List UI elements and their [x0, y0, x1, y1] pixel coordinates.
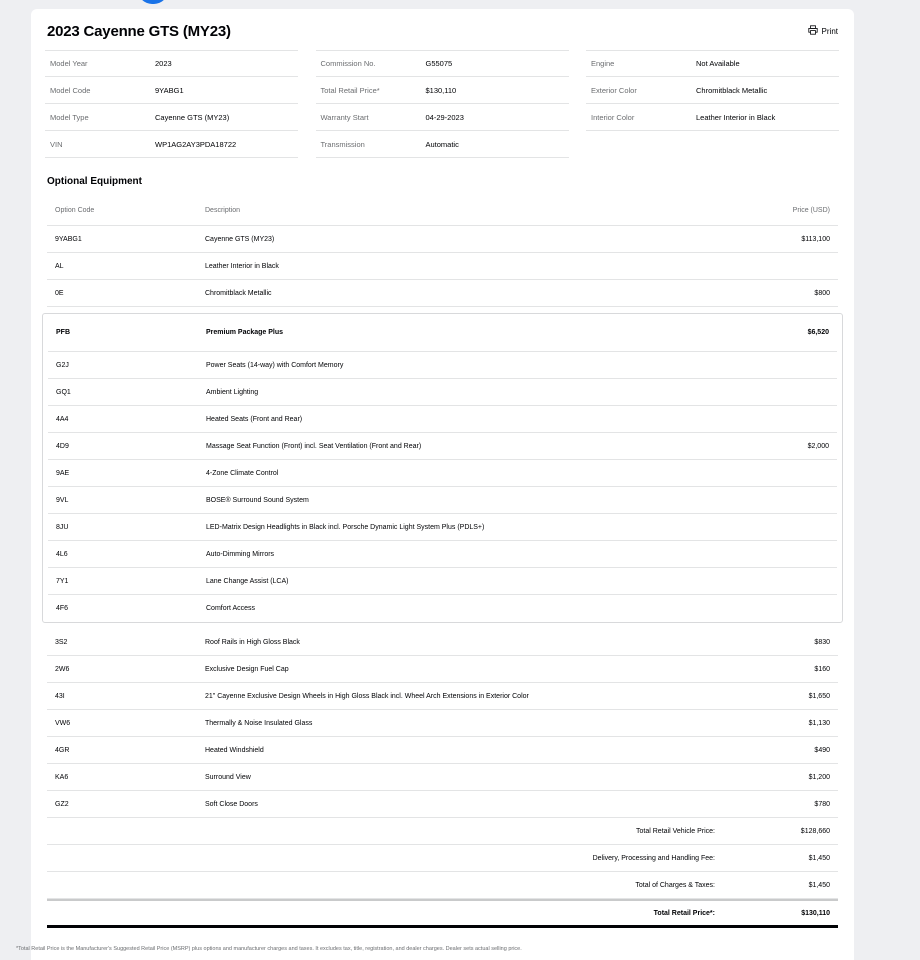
spec-label: Exterior Color: [591, 85, 637, 95]
specs-column-3: [586, 50, 839, 158]
option-description: Power Seats (14-way) with Comfort Memory: [206, 361, 344, 369]
option-price: $1,130: [808, 719, 830, 727]
price-totals: [47, 818, 838, 899]
option-price: $800: [814, 289, 830, 297]
total-value: $1,450: [808, 881, 830, 889]
spec-row: [316, 104, 569, 131]
option-code: 43I: [55, 692, 65, 700]
spec-value: 04-29-2023: [425, 112, 464, 122]
option-description: 4-Zone Climate Control: [206, 469, 279, 477]
total-row: [47, 845, 838, 872]
option-code: 9VL: [56, 496, 69, 504]
total-label: Total of Charges & Taxes:: [635, 881, 715, 889]
table-row: [47, 791, 838, 818]
table-row: [47, 253, 838, 280]
option-description: Auto-Dimming Mirrors: [206, 550, 275, 558]
optional-equipment-table: [47, 195, 838, 928]
option-code: 0E: [55, 289, 64, 297]
option-price: $780: [814, 800, 830, 808]
spec-value: 9YABG1: [155, 85, 184, 95]
option-code: 4F6: [56, 605, 69, 612]
option-description: Leather Interior in Black: [205, 262, 279, 270]
table-row: [47, 710, 838, 737]
grand-total-block: [47, 899, 838, 928]
package-code: PFB: [56, 329, 70, 336]
table-row: [48, 433, 837, 460]
spec-row: [316, 131, 569, 158]
option-code: KA6: [55, 773, 69, 781]
spec-row: [45, 50, 298, 77]
vehicle-details-card: [31, 9, 854, 960]
option-price: $113,100: [801, 235, 830, 243]
option-description: Soft Close Doors: [205, 800, 258, 808]
page-title: 2023 Cayenne GTS (MY23): [47, 23, 231, 40]
option-price: $160: [814, 665, 830, 673]
specs-column-1: [45, 50, 298, 158]
total-label: Total Retail Vehicle Price:: [636, 827, 715, 835]
table-row: [47, 629, 838, 656]
grand-total-row: [47, 899, 838, 928]
premium-package-group: [42, 313, 843, 623]
print-button[interactable]: [808, 25, 838, 37]
spec-label: Transmission: [320, 139, 365, 149]
spec-row: [45, 104, 298, 131]
table-row: [47, 280, 838, 307]
spec-label: Commission No.: [320, 59, 376, 68]
option-price: $2,000: [807, 442, 829, 450]
table-row: [48, 460, 837, 487]
option-code: VW6: [55, 719, 71, 727]
package-row: [48, 314, 837, 352]
spec-label: Model Type: [50, 112, 89, 122]
spec-row: [586, 104, 839, 131]
spec-value: Automatic: [425, 139, 459, 149]
total-label: Delivery, Processing and Handling Fee:: [592, 854, 715, 862]
table-header: [47, 195, 838, 226]
table-row: [48, 514, 837, 541]
spec-value: $130,110: [425, 85, 457, 95]
option-description: BOSE® Surround Sound System: [206, 496, 309, 504]
header-description: Description: [205, 206, 241, 214]
table-row: [48, 379, 837, 406]
header-option-code: Option Code: [55, 206, 95, 214]
table-row: [47, 737, 838, 764]
total-value: $128,660: [800, 827, 830, 835]
option-code: 8JU: [56, 523, 69, 531]
table-row: [47, 226, 838, 253]
total-row: [47, 818, 838, 845]
spec-row: [586, 50, 839, 77]
option-description: Lane Change Assist (LCA): [206, 577, 289, 585]
option-code: 4A4: [56, 415, 69, 423]
option-code: 9YABG1: [55, 235, 82, 243]
option-code: 7Y1: [56, 577, 69, 585]
option-description: Massage Seat Function (Front) incl. Seat Ventilation (Front and Rear): [206, 442, 422, 450]
spec-label: Interior Color: [591, 112, 635, 122]
option-code: 4D9: [56, 442, 69, 450]
spec-label: Warranty Start: [320, 112, 369, 122]
spec-value: Leather Interior in Black: [696, 112, 776, 122]
spec-row: [316, 77, 569, 104]
option-description: Thermally & Noise Insulated Glass: [205, 719, 313, 727]
spec-label: Engine: [591, 59, 615, 68]
option-code: G2J: [56, 361, 69, 369]
option-code: GZ2: [55, 800, 69, 808]
total-row: [47, 872, 838, 899]
spec-label: Model Code: [50, 85, 91, 95]
table-row: [48, 406, 837, 433]
option-description: Comfort Access: [206, 605, 256, 612]
option-price: $1,200: [808, 773, 830, 781]
spec-row: [586, 77, 839, 104]
option-code: GQ1: [56, 388, 71, 396]
option-description: Chromitblack Metallic: [205, 289, 272, 297]
option-code: 4L6: [56, 550, 68, 558]
optional-equipment-title: Optional Equipment: [47, 176, 142, 187]
total-value: $1,450: [808, 854, 830, 862]
option-description: Heated Windshield: [205, 746, 264, 754]
option-price: $830: [814, 638, 830, 646]
table-row: [47, 656, 838, 683]
spec-value: WP1AG2AY3PDA18722: [155, 139, 237, 149]
top-tab-indicator: [138, 0, 168, 4]
option-price: $1,650: [808, 692, 830, 700]
options-before-package: [47, 226, 838, 307]
option-code: 3S2: [55, 638, 68, 646]
option-code: AL: [55, 262, 64, 270]
header-price: Price (USD): [792, 206, 830, 214]
table-row: [48, 595, 837, 622]
table-row: [47, 683, 838, 710]
spec-label: VIN: [50, 139, 63, 149]
option-description: Exclusive Design Fuel Cap: [205, 665, 289, 673]
spec-value: Chromitblack Metallic: [696, 85, 768, 95]
option-description: 21" Cayenne Exclusive Design Wheels in High Gloss Black incl. Wheel Arch Extensions in Exterior Color: [205, 692, 529, 700]
table-row: [48, 487, 837, 514]
spec-row: [45, 131, 298, 158]
spec-value: 2023: [155, 59, 172, 68]
table-row: [48, 541, 837, 568]
package-price: $6,520: [807, 329, 829, 336]
grand-total-value: $130,110: [801, 909, 830, 917]
package-description: Premium Package Plus: [206, 329, 284, 336]
option-code: 2W6: [55, 665, 70, 673]
options-after-package: [47, 629, 838, 818]
spec-value: Cayenne GTS (MY23): [155, 112, 230, 122]
spec-row: [316, 50, 569, 77]
option-code: 9AE: [56, 469, 70, 477]
print-label: Print: [821, 26, 838, 36]
table-row: [48, 352, 837, 379]
vehicle-specs: [45, 50, 839, 158]
grand-total-label: Total Retail Price*:: [653, 909, 715, 917]
spec-label: Model Year: [50, 59, 88, 68]
spec-value: Not Available: [696, 59, 740, 68]
option-description: Heated Seats (Front and Rear): [206, 415, 303, 423]
spec-label: Total Retail Price*: [320, 85, 380, 95]
table-row: [48, 568, 837, 595]
option-code: 4GR: [55, 746, 70, 754]
option-price: $490: [814, 746, 830, 754]
spec-value: G55075: [425, 59, 453, 68]
spec-row: [45, 77, 298, 104]
option-description: Ambient Lighting: [206, 388, 259, 396]
printer-icon: [808, 25, 818, 37]
package-items: [48, 352, 837, 622]
option-description: Roof Rails in High Gloss Black: [205, 638, 300, 646]
option-description: Cayenne GTS (MY23): [205, 235, 275, 243]
price-footnote: *Total Retail Price is the Manufacturer's Suggested Retail Price (MSRP) plus options and manufacturer charges and taxes. It excludes tax, title, registration, and dealer charges. Dealer sets actual selling price.: [16, 946, 522, 952]
specs-column-2: [316, 50, 569, 158]
option-description: Surround View: [205, 773, 251, 781]
table-row: [47, 764, 838, 791]
option-description: LED-Matrix Design Headlights in Black incl. Porsche Dynamic Light System Plus (PDLS+): [206, 523, 485, 531]
